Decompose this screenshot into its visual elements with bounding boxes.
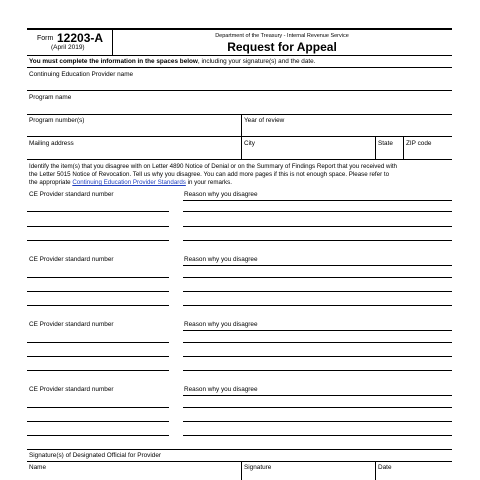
program-name-rule [27, 114, 452, 115]
reason-line[interactable] [183, 395, 452, 396]
provider-name-field[interactable] [27, 80, 452, 90]
standard-number-line[interactable] [27, 240, 169, 241]
year-of-review-label: Year of review [244, 117, 285, 124]
instruction-rest: , including your signature(s) and the date. [197, 58, 316, 65]
provider-name-rule [27, 90, 452, 91]
standard-number-line[interactable] [27, 356, 169, 357]
identify-line-3-pre: the appropriate [29, 179, 73, 186]
date-field[interactable] [376, 472, 452, 480]
year-of-review-field[interactable] [242, 126, 452, 136]
standard-number-line[interactable] [27, 407, 169, 408]
reason-disagree-label: Reason why you disagree [184, 256, 258, 263]
identify-line-1: Identify the item(s) that you disagree with on Letter 4890 Notice of Denial or on the Summary of Findings Report that you received with [29, 163, 398, 170]
state-label: State [378, 140, 393, 147]
reason-line[interactable] [183, 370, 452, 371]
reason-disagree-label: Reason why you disagree [184, 191, 258, 198]
signature-section-heading: Signature(s) of Designated Official for Provider [29, 452, 162, 459]
reason-line[interactable] [183, 277, 452, 278]
ce-standard-number-label: CE Provider standard number [29, 386, 114, 393]
program-name-field[interactable] [27, 103, 452, 114]
reason-line[interactable] [183, 330, 452, 331]
address-rule [27, 159, 452, 160]
form-number-block [27, 30, 112, 52]
reason-line[interactable] [183, 421, 452, 422]
city-label: City [244, 140, 256, 147]
provider-name-label: Continuing Education Provider name [29, 71, 134, 78]
instruction-text [29, 58, 316, 65]
identify-instructions [29, 163, 397, 187]
instruction-bold: You must complete the information in the spaces below [29, 58, 198, 65]
standard-number-line[interactable] [27, 370, 169, 371]
ce-standard-number-label: CE Provider standard number [29, 256, 114, 263]
signature-label: Signature [244, 464, 272, 471]
program-numbers-field[interactable] [27, 126, 240, 136]
signature-section-rule [27, 449, 452, 450]
reason-line[interactable] [183, 265, 452, 266]
standard-number-line[interactable] [27, 342, 169, 343]
header-bottom-rule [27, 55, 452, 56]
official-name-field[interactable] [27, 472, 240, 480]
standard-number-line[interactable] [27, 226, 169, 227]
reason-line[interactable] [183, 356, 452, 357]
ce-standard-number-label: CE Provider standard number [29, 191, 114, 198]
reason-disagree-label: Reason why you disagree [184, 321, 258, 328]
standard-number-line[interactable] [27, 211, 169, 212]
ce-standard-number-label: CE Provider standard number [29, 321, 114, 328]
reason-line[interactable] [183, 435, 452, 436]
form-number: 12203-A [57, 31, 104, 45]
official-name-label: Name [29, 464, 47, 471]
ce-standards-link[interactable]: Continuing Education Provider Standards [72, 179, 186, 186]
signature-field[interactable] [242, 472, 374, 480]
reason-line[interactable] [183, 342, 452, 343]
reason-line[interactable] [183, 305, 452, 306]
program-numbers-label: Program number(s) [29, 117, 85, 124]
disagree-block-2 [0, 255, 480, 315]
signature-heading-rule [27, 461, 452, 462]
identify-line-3-post: in your remarks. [185, 179, 232, 186]
program-numbers-rule [27, 136, 452, 137]
identify-line-2: the Letter 5015 Notice of Revocation. Tell us why you disagree. You can add more pages if this is not enough space. Please refer to [29, 171, 390, 178]
form-prefix: Form [37, 35, 54, 42]
instruction-rule [27, 67, 452, 68]
reason-line[interactable] [183, 291, 452, 292]
program-name-label: Program name [29, 94, 72, 101]
zip-label: ZIP code [406, 140, 432, 147]
standard-number-line[interactable] [27, 435, 169, 436]
reason-line[interactable] [183, 240, 452, 241]
form-date: (April 2019) [51, 44, 85, 51]
reason-line[interactable] [183, 211, 452, 212]
state-field[interactable] [376, 149, 402, 159]
reason-line[interactable] [183, 200, 452, 201]
mailing-address-label: Mailing address [29, 140, 74, 147]
identify-line-3 [29, 179, 397, 187]
form-title: Request for Appeal [227, 40, 337, 54]
agency-name: Department of the Treasury - Internal Revenue Service [215, 33, 349, 39]
disagree-block-1 [0, 190, 480, 250]
reason-line[interactable] [183, 407, 452, 408]
standard-number-line[interactable] [27, 291, 169, 292]
disagree-block-4 [0, 385, 480, 445]
standard-number-line[interactable] [27, 305, 169, 306]
disagree-block-3 [0, 320, 480, 380]
city-field[interactable] [242, 149, 374, 159]
date-label: Date [378, 464, 392, 471]
standard-number-line[interactable] [27, 277, 169, 278]
standard-number-line[interactable] [27, 421, 169, 422]
mailing-address-field[interactable] [27, 149, 240, 159]
reason-disagree-label: Reason why you disagree [184, 386, 258, 393]
reason-line[interactable] [183, 226, 452, 227]
zip-field[interactable] [404, 149, 452, 159]
